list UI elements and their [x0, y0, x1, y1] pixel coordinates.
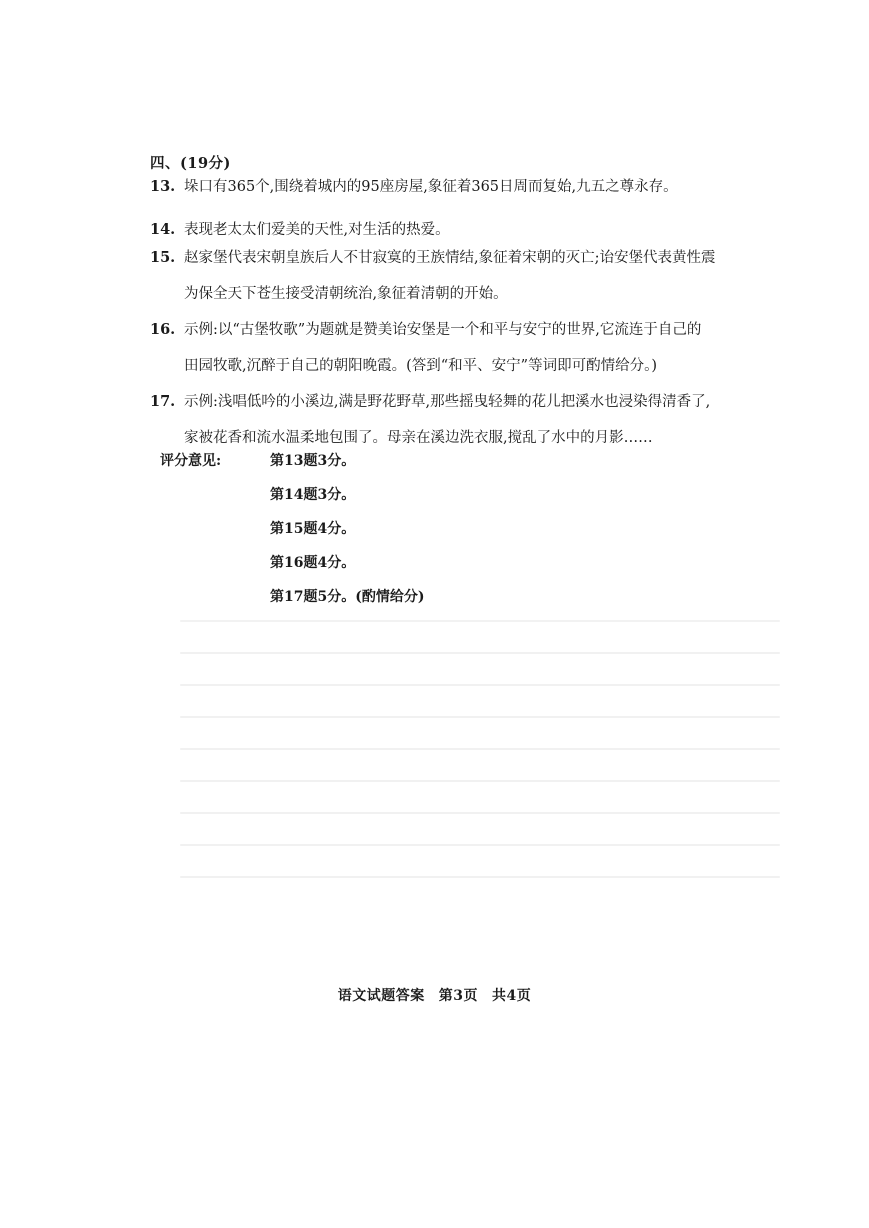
answer-text-continued: 家被花香和流水温柔地包围了。母亲在溪边洗衣服,搅乱了水中的月影…… — [184, 430, 653, 446]
answer-item-17 — [150, 384, 790, 456]
answer-text: 表现老太太们爱美的天性,对生活的热爱。 — [184, 222, 450, 238]
item-number: 15. — [150, 249, 176, 266]
answer-text-continued: 田园牧歌,沉醉于自己的朝阳晚霞。(答到“和平、安宁”等词即可酌情给分。) — [184, 358, 657, 374]
footer-page-number: 第3页 — [438, 988, 478, 1004]
section-heading: 四、(19分) — [150, 155, 231, 172]
page-footer — [0, 985, 869, 1005]
grading-row: 第17题5分。(酌情给分) — [270, 589, 425, 605]
item-number: 17. — [150, 393, 176, 410]
grading-row: 第13题3分。 — [270, 453, 356, 469]
bleed-through-texture — [180, 620, 780, 950]
answer-text-continued: 为保全天下苍生接受清朝统治,象征着清朝的开始。 — [184, 286, 508, 302]
answer-text: 示例:浅唱低吟的小溪边,满是野花野草,那些摇曳轻舞的花儿把溪水也浸染得清香了, — [184, 394, 711, 410]
footer-page-total: 共4页 — [492, 988, 532, 1004]
answer-text: 垛口有365个,围绕着城内的95座房屋,象征着365日周而复始,九五之尊永存。 — [184, 179, 678, 195]
grading-row: 第14题3分。 — [270, 487, 356, 503]
grading-row: 第15题4分。 — [270, 521, 356, 537]
answer-text: 赵家堡代表宋朝皇族后人不甘寂寞的王族情结,象征着宋朝的灭亡;诒安堡代表黄性震 — [184, 250, 716, 266]
grading-row: 第16题4分。 — [270, 555, 356, 571]
item-number: 13. — [150, 178, 176, 195]
answer-item-15 — [150, 240, 790, 312]
answer-text: 示例:以“古堡牧歌”为题就是赞美诒安堡是一个和平与安宁的世界,它流连于自己的 — [184, 322, 702, 338]
answer-item-13 — [150, 171, 790, 203]
answer-item-16 — [150, 312, 790, 384]
grading-label: 评分意见: — [160, 453, 222, 469]
footer-subject: 语文试题答案 — [337, 988, 425, 1004]
item-number: 14. — [150, 221, 176, 238]
item-number: 16. — [150, 321, 176, 338]
